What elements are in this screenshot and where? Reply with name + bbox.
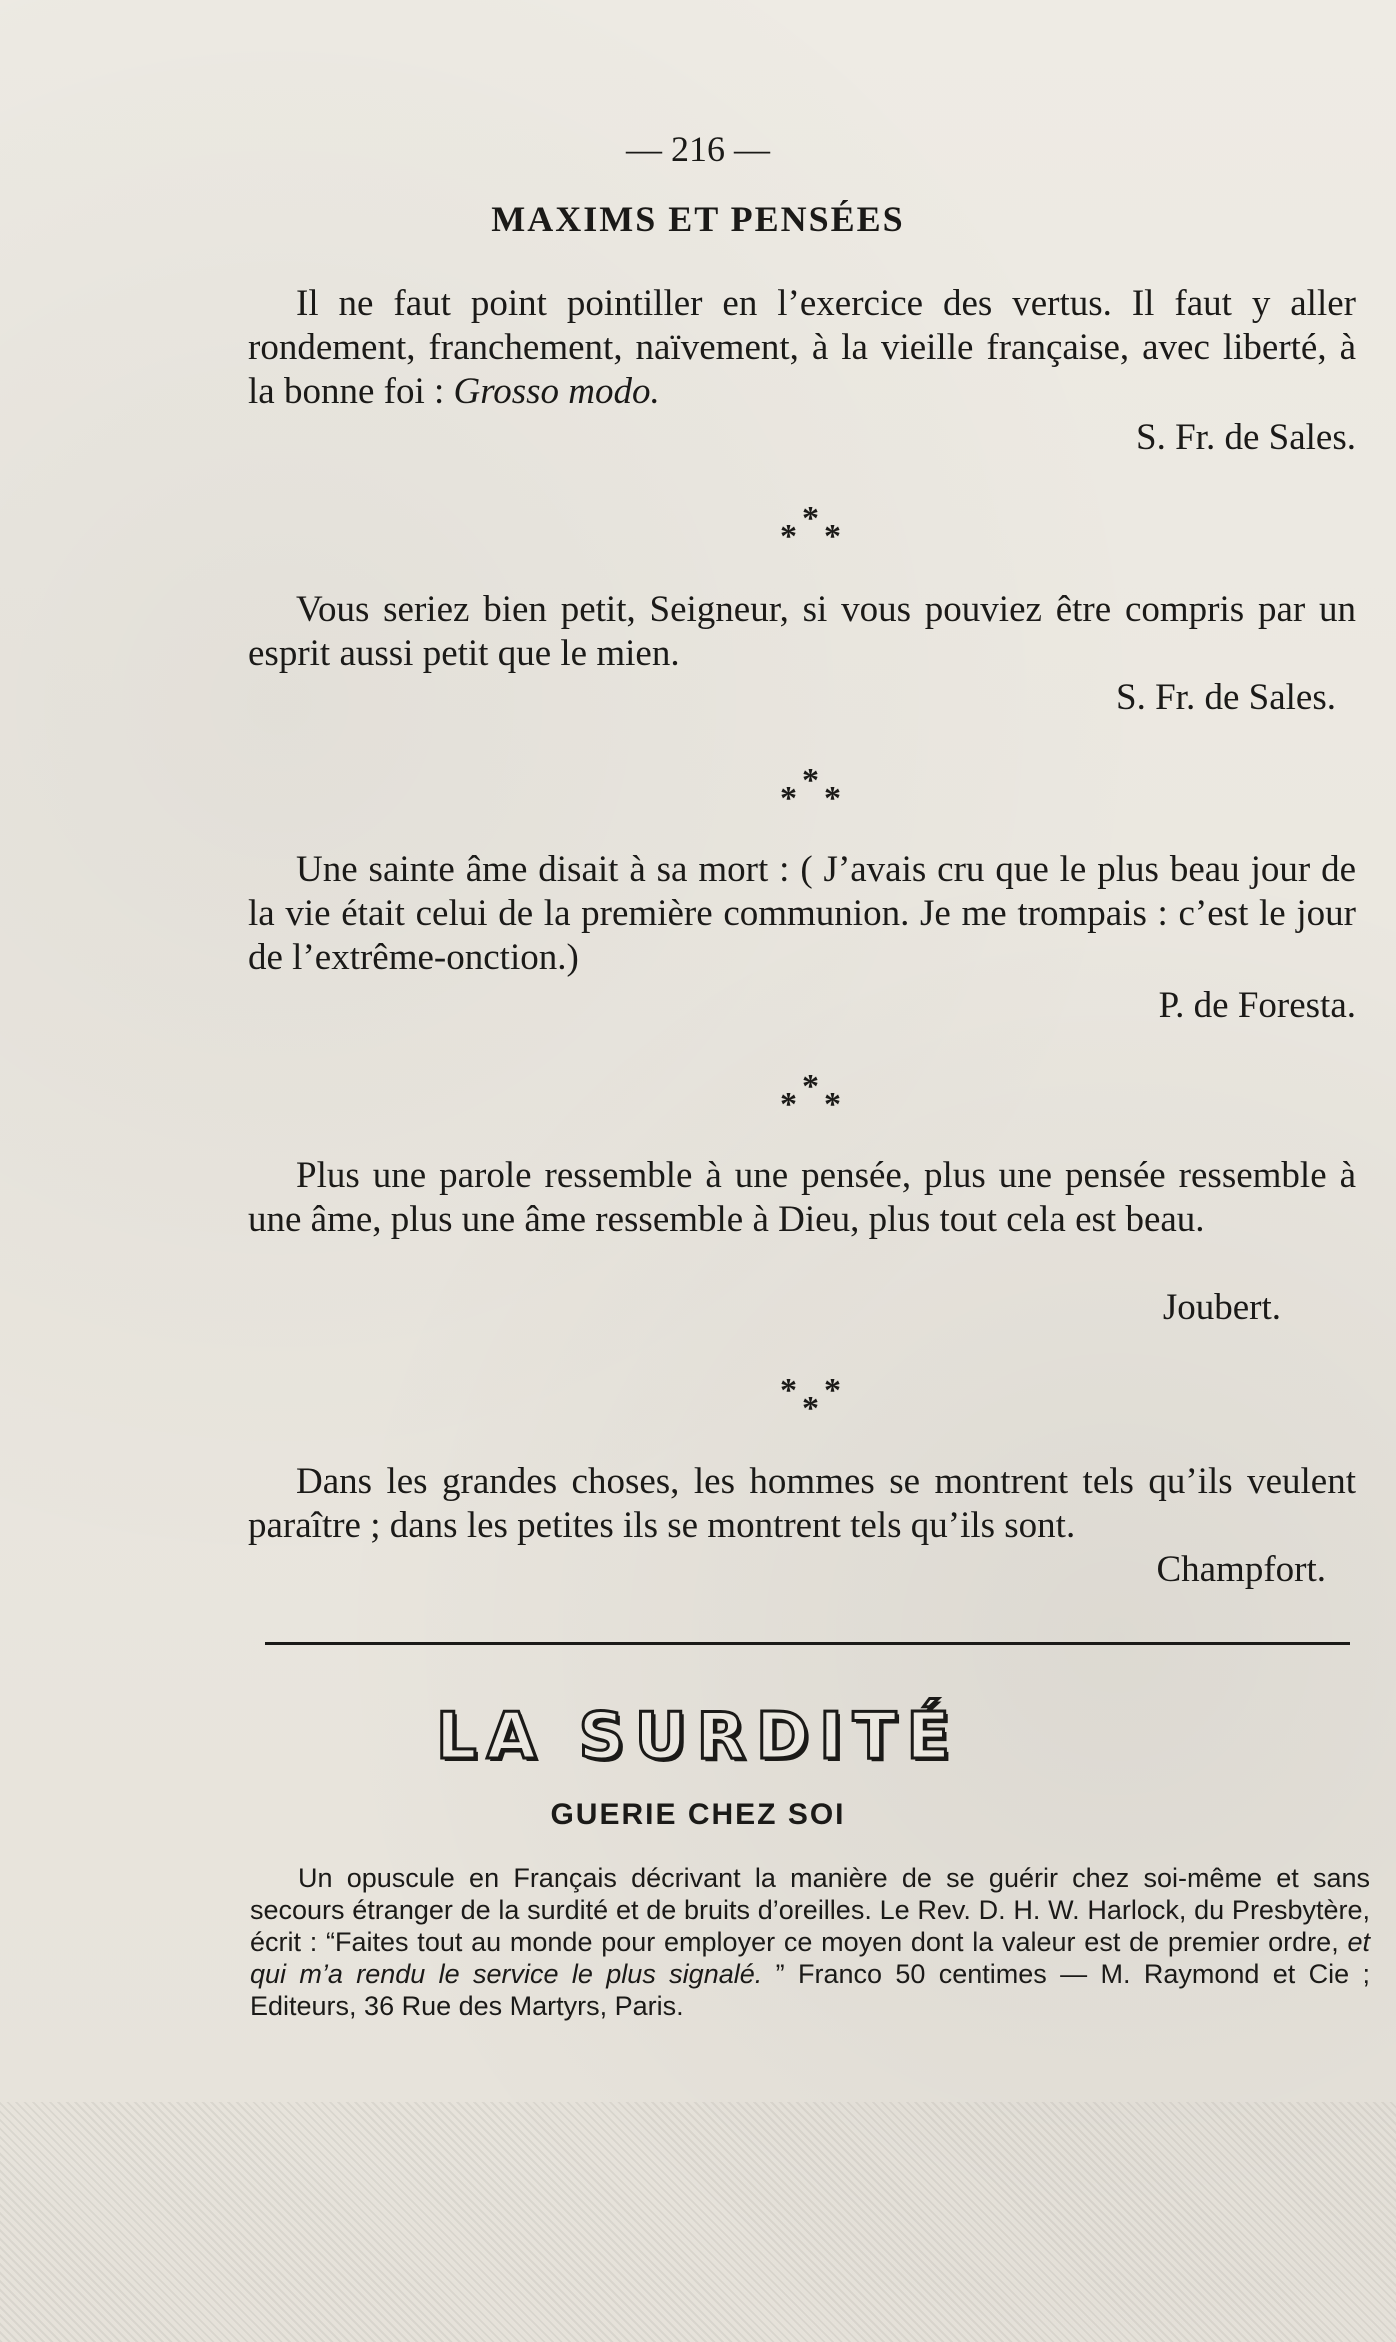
quote-2-author: S. Fr. de Sales. [1116,677,1336,718]
advert-body-text-end: ” Franco 50 centimes — M. Raymond et Cie ; Editeurs, 36 Rue des Martyrs, Paris. [250,1959,1370,2021]
quote-3-author: P. de Foresta. [1158,985,1356,1026]
quote-1-text: Il ne faut point pointiller en l’exercice des vertus. Il faut y aller rondement, franchement, naïvement, à la vieille française, avec liberté, à la bonne foi : [248,283,1356,412]
asterism-star: * [824,1372,841,1409]
asterism-star: * [824,518,841,555]
advert-body-italic: et qui m’a rendu le service le plus signalé. [250,1927,1370,1989]
page-number: — 216 — [626,129,770,169]
asterism-separator-3 [772,1068,852,1128]
asterism-star: * [802,500,819,537]
section-title: MAXIMS ET PENSÉES [491,199,905,239]
quote-5-author: Champfort. [1156,1549,1326,1590]
asterism-separator-4 [772,1372,852,1432]
asterism-separator-2 [772,762,852,822]
quote-2 [248,588,1356,676]
asterism-star: * [802,1068,819,1105]
quote-3-text: Une sainte âme disait à sa mort : ( J’avais cru que le plus beau jour de la vie était celui de la première communion. Je me trompais : c’est le jour de l’extrême-onction.) [248,849,1356,978]
advert-title: LA SURDITÉ [435,1700,961,1774]
asterism-star: * [824,780,841,817]
quote-1-italic: Grosso modo. [453,371,660,412]
advert-subtitle: GUERIE CHEZ SOI [550,1798,846,1831]
asterism-separator-1 [772,500,852,560]
quote-4-text: Plus une parole ressemble à une pensée, plus une pensée ressemble à une âme, plus une âme ressemble à Dieu, plus tout cela est beau. [248,1155,1356,1240]
quote-1 [248,282,1356,414]
quote-3 [248,848,1356,980]
asterism-star: * [802,1390,819,1427]
section-divider [265,1642,1350,1645]
quote-4-author: Joubert. [1162,1287,1281,1328]
quote-1-author: S. Fr. de Sales. [1136,417,1356,458]
quote-2-text: Vous seriez bien petit, Seigneur, si vous pouviez être compris par un esprit aussi petit que le mien. [248,589,1356,674]
asterism-star: * [780,1086,797,1123]
asterism-star: * [824,1086,841,1123]
quote-5-text: Dans les grandes choses, les hommes se montrent tels qu’ils veulent paraître ; dans les petites ils se montrent tels qu’ils sont. [248,1461,1356,1546]
advert-body-text: Un opuscule en Français décrivant la manière de se guérir chez soi-même et sans secours étranger de la surdité et de bruits d’oreilles. Le Rev. D. H. W. Harlock, du Presbytère, écrit : “Faites tout au monde pour employer ce moyen dont la valeur est de premier ordre, [250,1863,1370,1957]
asterism-star: * [780,1372,797,1409]
quote-4 [248,1154,1356,1242]
quote-5 [248,1460,1356,1548]
asterism-star: * [780,518,797,555]
asterism-star: * [802,762,819,799]
advert-body [250,1862,1370,2022]
asterism-star: * [780,780,797,817]
